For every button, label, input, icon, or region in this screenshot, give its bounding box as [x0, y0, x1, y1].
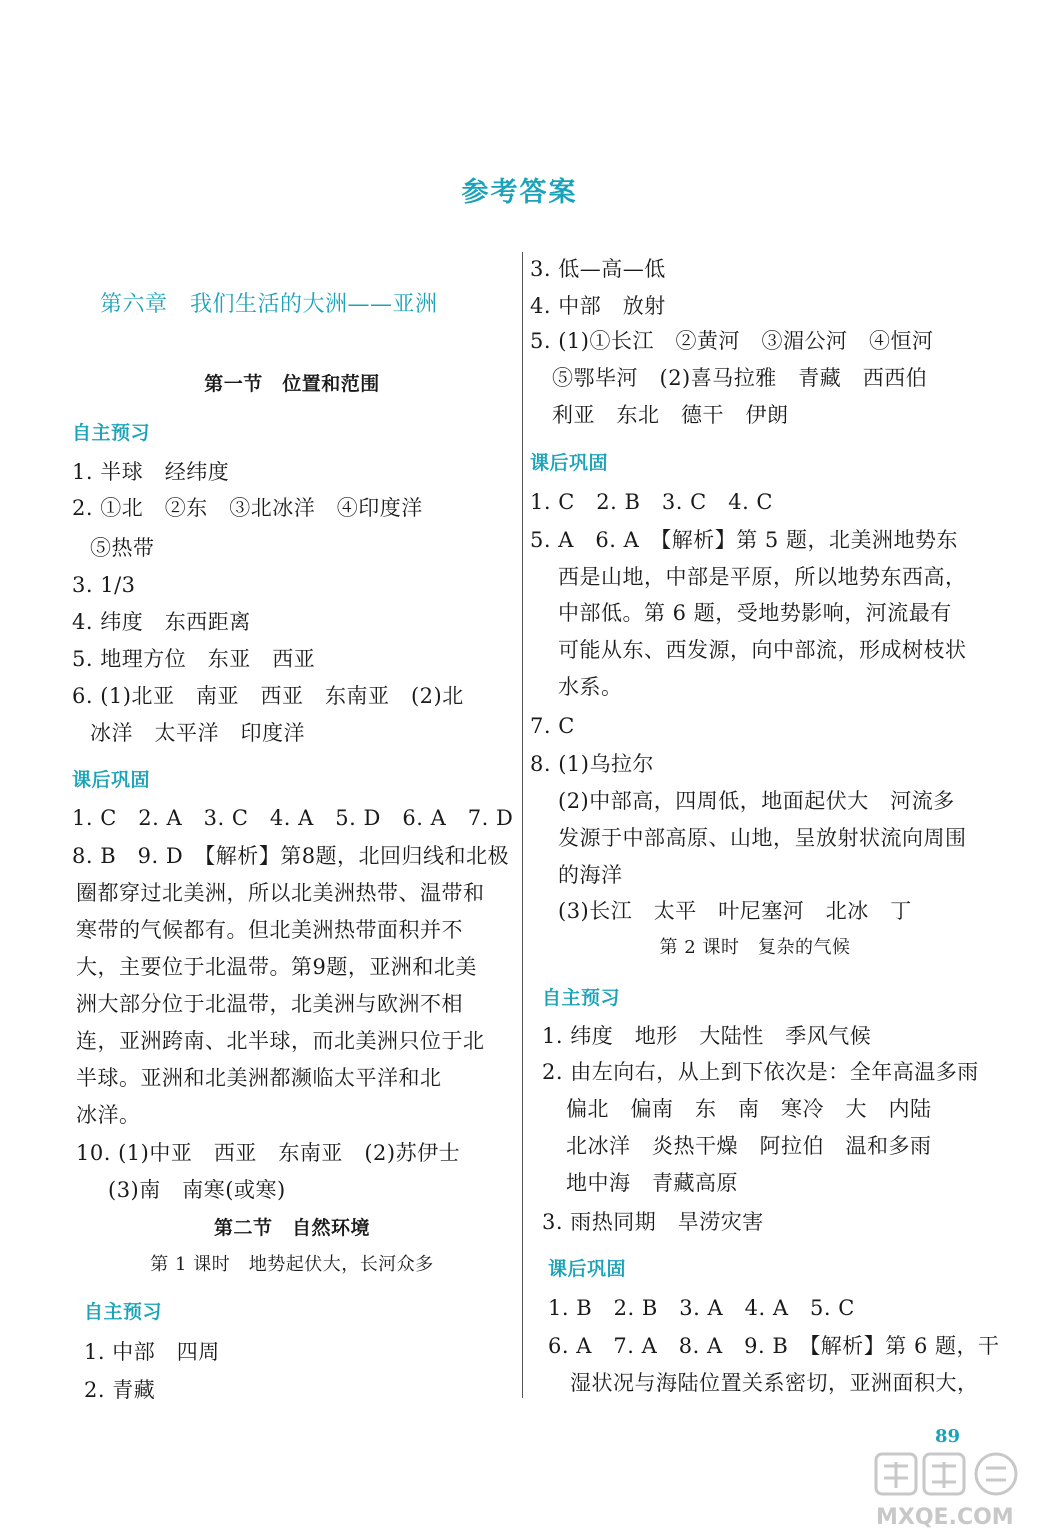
answer-line: ⑤鄂毕河 (2)喜马拉雅 青藏 西西伯	[552, 366, 928, 390]
answer-line: 3. 低—高—低	[530, 257, 666, 281]
answer-line: 洲大部分位于北温带，北美洲与欧洲不相	[76, 992, 463, 1016]
answer-line: 2. 由左向右，从上到下依次是：全年高温多雨	[542, 1060, 979, 1084]
label-self-preview: 自主预习	[84, 1301, 163, 1323]
answer-line: 5. (1)①长江 ②黄河 ③湄公河 ④恒河	[530, 329, 934, 353]
answer-line: 中部低。第 6 题，受地势影响，河流最有	[558, 601, 952, 625]
label-after-class: 课后巩固	[548, 1258, 627, 1280]
answer-line: 3. 雨热同期 旱涝灾害	[542, 1210, 764, 1234]
answer-line: 1. C 2. B 3. C 4. C	[530, 490, 773, 514]
answer-line: 的海洋	[558, 863, 623, 887]
answer-line: 1. 纬度 地形 大陆性 季风气候	[542, 1024, 872, 1048]
label-after-class: 课后巩固	[530, 452, 609, 474]
answer-line: (3)长江 太平 叶尼塞河 北冰 丁	[558, 899, 912, 923]
page-number: 89	[935, 1426, 961, 1447]
answer-line: 4. 纬度 东西距离	[72, 610, 251, 634]
page-title: 参考答案	[461, 177, 578, 208]
answer-line: 7. C	[530, 714, 575, 738]
answer-line: 连，亚洲跨南、北半球，而北美洲只位于北	[76, 1029, 485, 1053]
label-after-class: 课后巩固	[72, 769, 151, 791]
answer-line: 2. ①北 ②东 ③北冰洋 ④印度洋	[72, 496, 423, 520]
answer-line: 8. (1)乌拉尔	[530, 752, 654, 776]
answer-line: 5. A 6. A 【解析】第 5 题，北美洲地势东	[530, 528, 958, 552]
svg-text:MXQE.COM: MXQE.COM	[876, 1505, 1014, 1530]
answer-line: ⑤热带	[90, 536, 155, 560]
answer-line: 6. (1)北亚 南亚 西亚 东南亚 (2)北	[72, 684, 464, 708]
answer-line: 10. (1)中亚 西亚 东南亚 (2)苏伊士	[76, 1141, 461, 1165]
label-self-preview: 自主预习	[72, 422, 151, 444]
answer-line: 冰洋。	[76, 1103, 141, 1127]
watermark-logo-graphic	[872, 1448, 1032, 1532]
answer-line: 半球。亚洲和北美洲都濒临太平洋和北	[76, 1066, 442, 1090]
answer-line: (2)中部高，四周低，地面起伏大 河流多	[558, 789, 955, 813]
answer-line: 1. 中部 四周	[84, 1340, 220, 1364]
answer-line: 偏北 偏南 东 南 寒冷 大 内陆	[566, 1097, 932, 1121]
section-heading: 第二节 自然环境	[213, 1217, 370, 1239]
lesson-heading: 第 2 课时 复杂的气候	[659, 937, 851, 958]
answer-line: 水系。	[558, 675, 623, 699]
answer-line: 8. B 9. D 【解析】第8题，北回归线和北极	[72, 844, 510, 868]
lesson-heading: 第 1 课时 地势起伏大，长河众多	[150, 1254, 434, 1275]
answer-line: 2. 青藏	[84, 1378, 156, 1402]
answer-line: 寒带的气候都有。但北美洲热带面积并不	[76, 918, 463, 942]
answer-line: 发源于中部高原、山地，呈放射状流向周围	[558, 826, 967, 850]
answer-line: 1. C 2. A 3. C 4. A 5. D 6. A 7. D	[72, 806, 514, 830]
answer-line: (3)南 南寒(或寒)	[108, 1178, 286, 1202]
label-self-preview: 自主预习	[542, 987, 621, 1009]
answer-line: 6. A 7. A 8. A 9. B 【解析】第 6 题，干	[548, 1334, 1000, 1358]
answer-line: 大，主要位于北温带。第9题，亚洲和北美	[76, 955, 477, 979]
column-divider	[522, 252, 523, 1398]
section-heading: 第一节 位置和范围	[204, 373, 380, 395]
answer-line: 3. 1/3	[72, 573, 136, 597]
answer-line: 1. 半球 经纬度	[72, 460, 230, 484]
answer-line: 可能从东、西发源，向中部流，形成树枝状	[558, 638, 967, 662]
chapter-heading: 第六章 我们生活的大洲——亚洲	[100, 292, 438, 317]
answer-line: 利亚 东北 德干 伊朗	[552, 403, 789, 427]
answer-line: 地中海 青藏高原	[566, 1171, 738, 1195]
watermark-logo	[872, 1448, 1032, 1532]
answer-line: 北冰洋 炎热干燥 阿拉伯 温和多雨	[566, 1134, 932, 1158]
answer-line: 湿状况与海陆位置关系密切，亚洲面积大，	[570, 1371, 979, 1395]
answer-line: 1. B 2. B 3. A 4. A 5. C	[548, 1296, 855, 1320]
answer-line: 4. 中部 放射	[530, 294, 666, 318]
answer-line: 圈都穿过北美洲，所以北美洲热带、温带和	[76, 881, 485, 905]
answer-line: 5. 地理方位 东亚 西亚	[72, 647, 316, 671]
answer-line: 冰洋 太平洋 印度洋	[90, 721, 305, 745]
answer-line: 西是山地，中部是平原，所以地势东西高，	[558, 565, 967, 589]
